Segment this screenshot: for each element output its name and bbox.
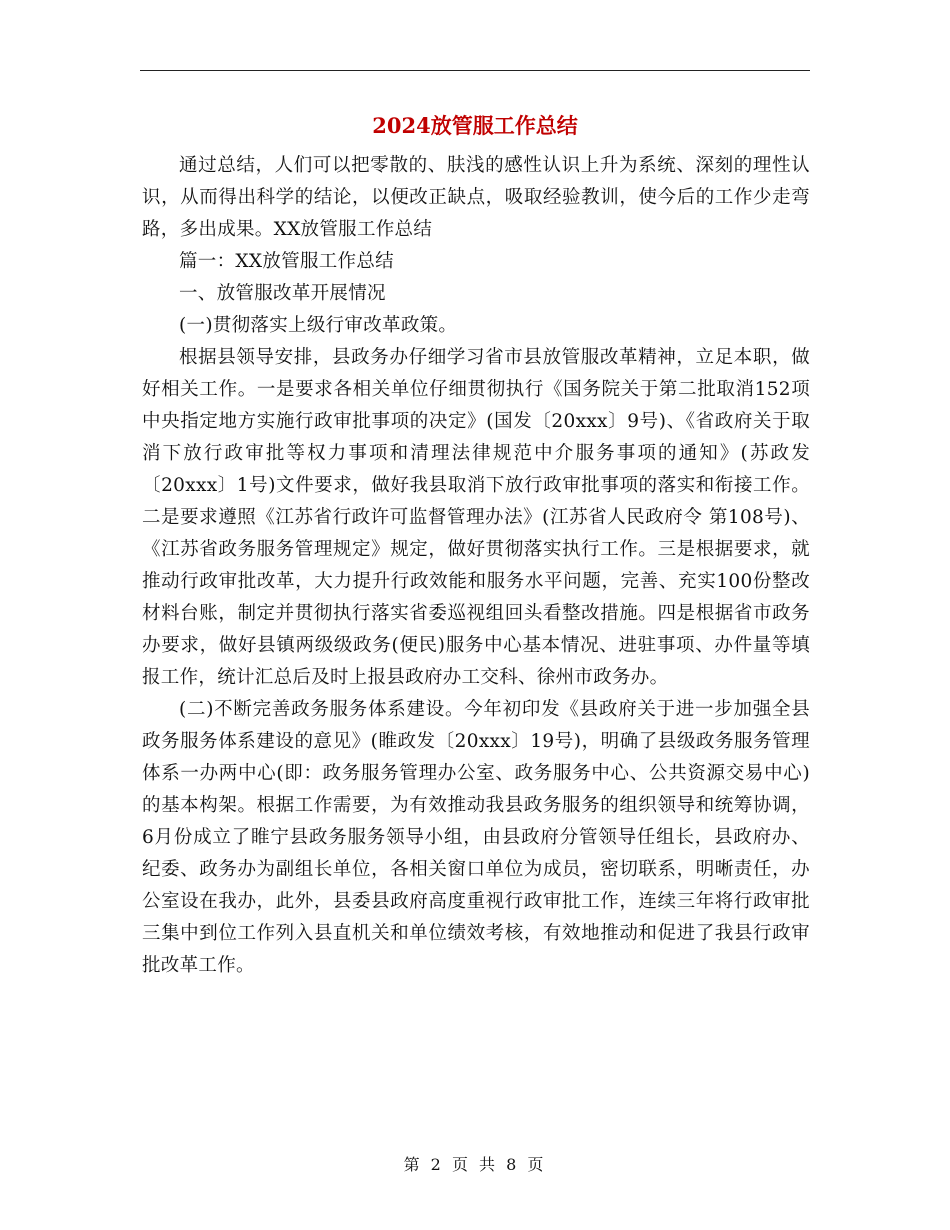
document-title: 2024放管服工作总结 [372,113,578,138]
paragraph: (二)不断完善政务服务体系建设。今年初印发《县政府关于进一步加强全县政务服务体系建设的意见》(睢政发〔20xxx〕19号)，明确了县级政务服务管理体系一办两中心(即：政务服务管理办公室、政务服务中心、公共资源交易中心)的基本构架。根据工作需要，为有效推动我县政务服务的组织领导和统筹协调，6月份成立了睢宁县政务服务领导小组，由县政府分管领导任组长，县政府办、纪委、政务办为副组长单位，各相关窗口单位为成员，密切联系，明晰责任，办公室设在我办，此外，县委县政府高度重视行政审批工作，连续三年将行政审批三集中到位工作列入县直机关和单位绩效考核，有效地推动和促进了我县行政审批改革工作。 [142,699,810,976]
paragraph: 通过总结，人们可以把零散的、肤浅的感性认识上升为系统、深刻的理性认识，从而得出科学的结论，以便改正缺点，吸取经验教训，使今后的工作少走弯路，多出成果。XX放管服工作总结 [142,155,810,240]
page-footer: 第 2 页 共 8 页 [403,1155,547,1174]
paragraph: 一、放管服改革开展情况 [179,283,386,304]
document-body [142,150,810,982]
paragraph: 根据县领导安排，县政务办仔细学习省市县放管服改革精神，立足本职，做好相关工作。一是要求各相关单位仔细贯彻执行《国务院关于第二批取消152项中央指定地方实施行政审批事项的决定》(国发〔20xxx〕9号)、《省政府关于取消下放行政审批等权力事项和清理法律规范中介服务事项的通知》(苏政发〔20xxx〕1号)文件要求，做好我县取消下放行政审批事项的落实和衔接工作。二是要求遵照《江苏省行政许可监督管理办法》(江苏省人民政府令 第108号)、《江苏省政务服务管理规定》规定，做好贯彻落实执行工作。三是根据要求，就推动行政审批改革，大力提升行政效能和服务水平问题，完善、充实100份整改材料台账，制定并贯彻执行落实省委巡视组回头看整改措施。四是根据省市政务办要求，做好县镇两级级政务(便民)服务中心基本情况、进驻事项、办件量等填报工作，统计汇总后及时上报县政府办工交科、徐州市政务办。 [142,347,810,688]
paragraph: (一)贯彻落实上级行审改革政策。 [179,315,458,336]
header-rule [140,70,810,71]
paragraph: 篇一：XX放管服工作总结 [179,251,394,272]
